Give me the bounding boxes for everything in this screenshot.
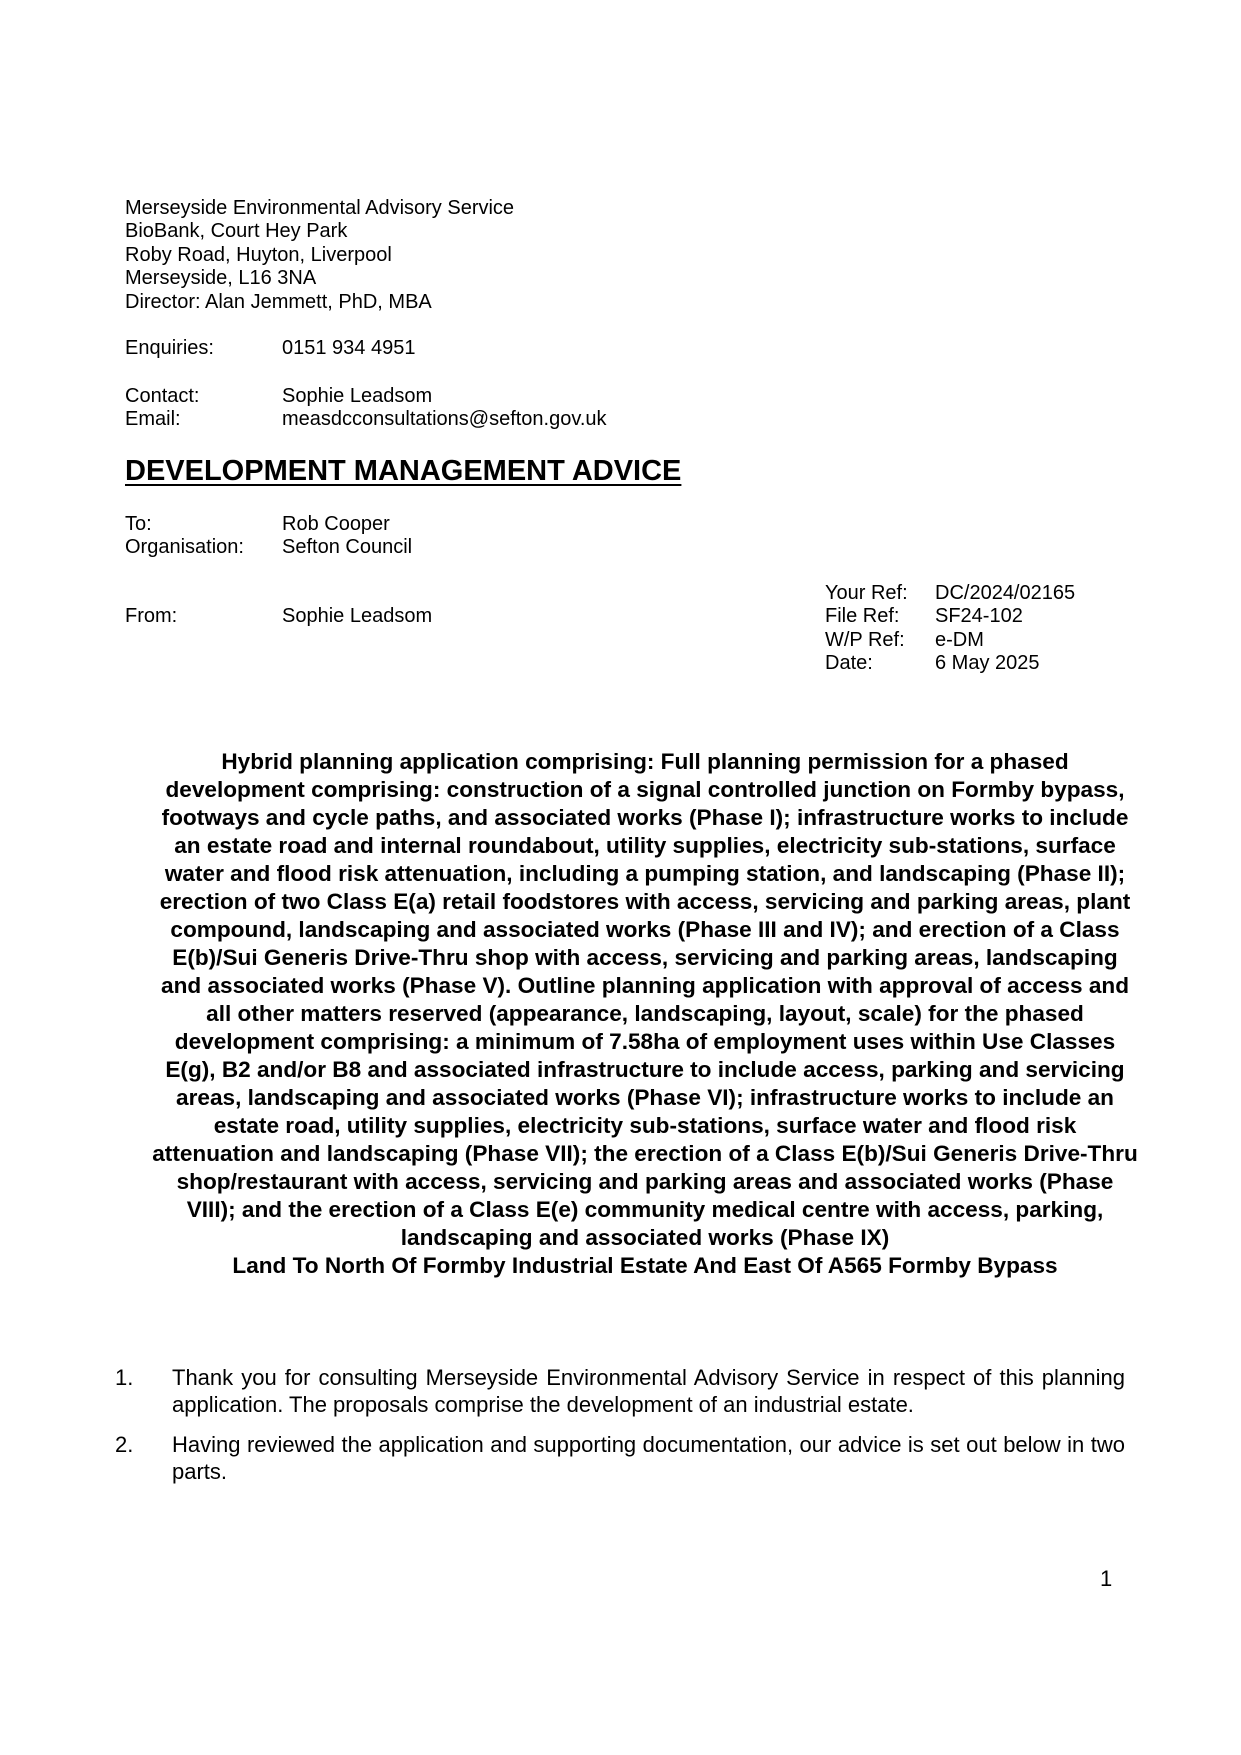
date-label: Date:: [825, 652, 873, 675]
wp-ref-label: W/P Ref:: [825, 628, 905, 651]
organisation-value: Sefton Council: [282, 536, 413, 559]
sender-line: Director: Alan Jemmett, PhD, MBA: [125, 290, 432, 313]
from-value: Sophie Leadsom: [282, 605, 433, 627]
sender-line: Roby Road, Huyton, Liverpool: [125, 243, 392, 266]
proposal-description: [150, 748, 1140, 1280]
proposal-text: Hybrid planning application comprising: Full planning permission for a phased development comprising: construction of a signal controlled junction on Formby bypass, footways and cycle paths, and associated works (Phase I); infrastructure works to include an estate road and internal roundabout, utility supplies, electricity sub-stations, surface water and flood risk attenuation, including a pumping station, and landscaping (Phase II); erection of two Class E(a) retail foodstores with access, servicing and parking areas, plant compound, landscaping and associated works (Phase III and IV); and erection of a Class E(b)/Sui Generis Drive-Thru shop with access, servicing and parking areas, landscaping and associated works (Phase V). Outline planning application with approval of access and all other matters reserved (appearance, landscaping, layout, scale) for the phased development comprising: a minimum of 7.58ha of employment uses within Use Classes E(g), B2 and/or B8 and associated infrastructure to include access, parking and servicing areas, landscaping and associated works (Phase VI); infrastructure works to include an estate road, utility supplies, electricity sub-stations, surface water and flood risk attenuation and landscaping (Phase VII); the erection of a Class E(b)/Sui Generis Drive-Thru shop/restaurant with access, servicing and parking areas and associated works (Phase VIII); and the erection of a Class E(e) community medical centre with access, parking, landscaping and associated works (Phase IX): [152, 749, 1138, 1250]
your-ref-value: DC/2024/02165: [935, 582, 1076, 604]
numbered-paragraph: [115, 1431, 1125, 1485]
email-value: measdcconsultations@sefton.gov.uk: [282, 408, 607, 431]
contact-label: Contact:: [125, 385, 200, 407]
file-ref-label: File Ref:: [825, 605, 900, 628]
sender-line: Merseyside Environmental Advisory Service: [125, 197, 515, 219]
page-number: 1: [1100, 1566, 1113, 1591]
proposal-site: Land To North Of Formby Industrial Estate And East Of A565 Formby Bypass: [232, 1253, 1058, 1278]
contact-value: Sophie Leadsom: [282, 385, 433, 407]
email-label: Email:: [125, 408, 181, 431]
to-label: To:: [125, 513, 152, 535]
your-ref-label: Your Ref:: [825, 582, 908, 604]
to-value: Rob Cooper: [282, 513, 390, 535]
page-title: DEVELOPMENT MANAGEMENT ADVICE: [125, 455, 682, 487]
organisation-label: Organisation:: [125, 536, 244, 559]
wp-ref-value: e-DM: [935, 628, 984, 651]
contact-block: [125, 385, 825, 432]
date-value: 6 May 2025: [935, 652, 1040, 675]
enquiries-block: [125, 337, 725, 360]
paragraph-text: Having reviewed the application and supporting documentation, our advice is set out below in two parts.: [172, 1432, 1125, 1484]
numbered-paragraph: [115, 1364, 1125, 1418]
paragraph-text: Thank you for consulting Merseyside Environmental Advisory Service in respect of this planning application. The proposals comprise the development of an industrial estate.: [172, 1365, 1125, 1417]
paragraph-number: 2.: [115, 1432, 134, 1457]
enquiries-value: 0151 934 4951: [282, 337, 416, 359]
paragraph-number: 1.: [115, 1365, 134, 1390]
from-label: From:: [125, 605, 178, 627]
recipient-block: [125, 513, 825, 560]
references-block: [825, 582, 1155, 676]
sender-address: [125, 197, 514, 314]
file-ref-value: SF24-102: [935, 605, 1023, 628]
from-block: [125, 605, 725, 628]
enquiries-label: Enquiries:: [125, 337, 214, 359]
sender-line: Merseyside, L16 3NA: [125, 267, 317, 290]
sender-line: BioBank, Court Hey Park: [125, 220, 348, 243]
